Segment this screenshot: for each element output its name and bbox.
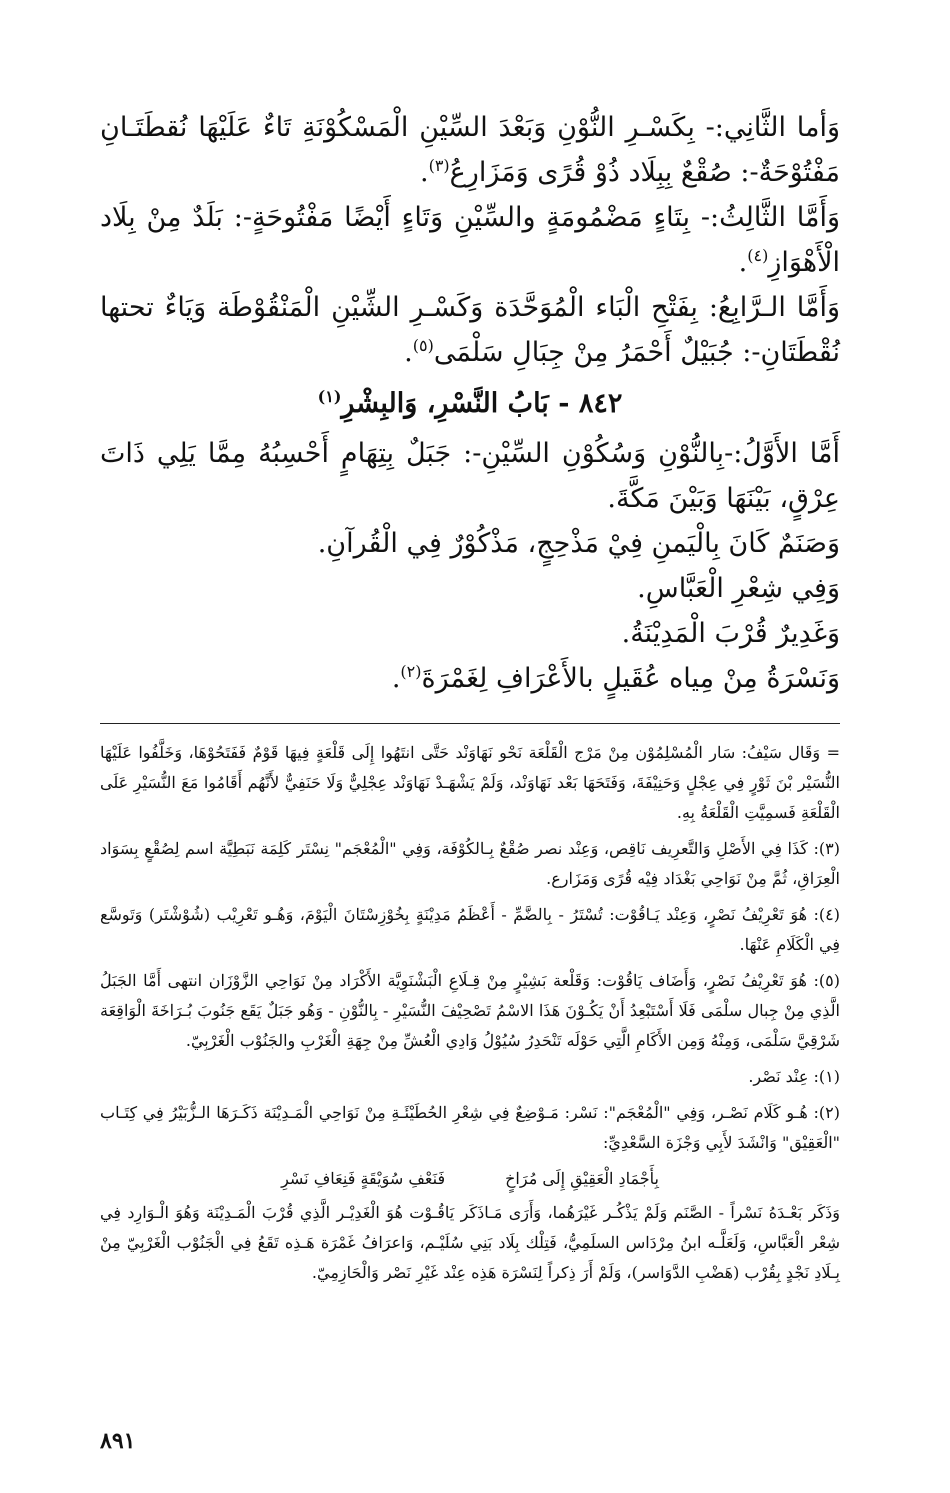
footnote: (٣): كَذَا فِي الأَصْلِ وَالتَّعرِيف نَاقِص، وَعِنْد نصر صُقْعٌ بِـالكُوْفَة، وَفِي "الْمُعْجَم" نِسْتَر كَلِمَة نَبَطِيَّة اسم لِصُقْعٍ بِسَوَاد الْعِرَاقِ، ثُمَّ مِنْ نَوَاحِي بَغْدَاد فِيْه قُرًى وَمَزَارع. — [100, 839, 841, 888]
page-body — [100, 105, 840, 1298]
verse-hemistich-second: فَنَعْفِ سُوَيْقَةٍ فَنِعَافِ نَسْرِ — [281, 1169, 446, 1188]
paragraph: أَمَّا الأَوَّلُ:-بِالنُّوْنِ وَسُكُوْنِ السِّيْنِ-: جَبَلٌ بِتِهَامٍ أَحْسِبُهُ مِمَّا يَلِي ذَاتَ عِرْقٍ، بَيْنَهَا وَبَيْنَ مَكَّةَ. — [100, 438, 840, 514]
paragraph: وَصَنَمٌ كَانَ بِالْيَمنِ فِيْ مَذْحِجٍ، مَذْكُوْرٌ فِي الْقُرآنِ. — [317, 528, 840, 559]
paragraph: وَأما الثَّانِي:- بِكَسْـرِ النُّوْنِ وَبَعْدَ السِّيْنِ الْمَسْكُوْنَةِ تَاءٌ عَلَيْهَا نُقطَتَـانِ مَفْتُوْحَةٌ-: صُقْعٌ بِبِلَاد ذُوْ قُرًى وَمَزَارِعُ$^{(٣)}$. — [100, 112, 840, 188]
footnote: = وَقَال سَيْفُ: سَار الْمُسْلِمُوْن مِنْ مَرْج الْقَلْعَة نَحْو نَهَاوَنْد حَتَّى انتَهُوا إِلَى قَلْعَةٍ فِيهَا قَوْمٌ فَفَتَحُوْهَا، وَخَلَّفُوا عَلَيْهَا النُّسَيْر بْنَ ثَوْرٍ فِي عِجْلٍ وَحَنِيْفَةَ، وَفَتَحَهَا بَعْد نَهَاوَنْد، وَلَمْ يَشْهَـدْ نَهَاوَنْد عِجْلِيٌّ وَلَا حَنَفِيٌّ لأَنَّهُم أَقَامُوا مَعَ النُّسَيْرِ عَلَى الْقَلْعَةِ فَسمِيَّتِ الْقَلْعَةُ بِهِ. — [100, 743, 841, 822]
paragraph: وَأَمَّا الـرَّابِعُ: بِفَتْحِ الْبَاء الْمُوَحَّدَة وَكَسْـرِ الشِّيْنِ الْمَنْقُوْطَة وَيَاءٌ تحتها نُقْطَتَانِ-: جُبَيْلٌ أَحْمَرُ مِنْ جِبَالِ سَلْمَى$^{(٥)}$. — [100, 292, 840, 368]
footnote: (٢): هُـو كَلَام نَصْـر، وَفِي "الْمُعْجَم": نَسْر: مَـوْضِعٌ فِي شِعْرِ الحُطَيْئَـةِ مِنْ نَوَاحِي الْمَـدِيْنَة ذَكَـرَهَا الـزُّبَيْرُ فِي كِتَـاب "الْعَقِيْق" وَانْشَدَ لأَبِي وَجْزَة السَّعْدِيِّ: — [100, 1103, 840, 1152]
footnote-ref: (١) — [317, 387, 342, 406]
footnote-continuation: وَذَكَر بَعْـدَهُ نَسْراً - الصَّنَم وَلَمْ يَذْكُـر غَيْرَهُما، وَأَرَى مَـاذَكَر يَاقُـوْت هُوَ الْغَدِيْـر الَّذِي قُرْبَ الْمَـدِيْنَة وَهُوَ الْـوَارِد فِي شِعْر الْعَبَّاسِ، وَلَعَلَّـه ابنُ مِرْدَاس السلَمِيُّ، فَتِلْك بِلَاد بَنِي سُلَيْـم، وَاعرَافُ غَمْرَة هَـذِه تَقَعُ فِي الْجَنُوْب الْغَرْبِيّ مِنْ بِـلَادِ نَجْدٍ بِقُرْب (هَضْبِ الدَّوَاسر)، وَلَمْ أَرَ ذِكراً لِنَسْرَة هَذِه عِنْد غَيْرِ نَصْر وَالْحَازِمِيّ. — [100, 1203, 840, 1282]
paragraph: وَغَدِيرٌ قُرْبَ الْمَدِيْنَةُ. — [621, 618, 840, 649]
footnote-separator — [100, 723, 840, 724]
poem-verse — [100, 1164, 840, 1194]
verse-hemistich-first: بِأَجْمَادِ الْعَقِيْقِ إِلَى مُرَاخٍ — [505, 1169, 659, 1188]
main-text — [100, 105, 840, 701]
paragraph: وَنَسْرَةُ مِنْ مِياه عُقَيلٍ بالأَعْرَافِ لِغَمْرَةَ$^{(٢)}$. — [391, 662, 840, 694]
footnotes — [100, 738, 840, 1288]
footnote-ref: (٥) — [412, 336, 434, 355]
footnote-ref: (٣) — [428, 156, 450, 175]
paragraph: وَفِي شِعْرِ الْعَبَّاسِ. — [637, 573, 840, 604]
footnote: (٥): هُوَ تَعْرِيْفُ نَصْرٍ، وَأَضَاف يَاقُوْت: وَقَلْعة بَشِيْرٍ مِنْ قِـلَاعِ الْبَشْنَوِيَّة الأَكْرَاد مِنْ نَوَاحِي الزَّوْزَان انتهى أَمَّا الجَبَلُ الَّذِي مِنْ جِبال سلْمَى فَلَا أَسْتَبْعِدُ أَنْ يَكُـوْنَ هَذَا الاسْمُ تَصْحِيْفَ النُّسَيْرِ - بِالنُّوْنِ - وَهُو جَبَلٌ يَقَع جَنُوبَ بُـرَاخَةَ الْوَاقِعَة شَرْقِيَّ سَلْمَى، وَمِنْهُ وَمِن الأَكَامِ الَّتِي حَوْلَه تَنْحَدِرُ سُيُوْلُ وَادِي الْعُشِّ مِنْ جِهَةِ الْغَرْبِ والجَنُوْب الْغَرْبِيّ. — [100, 971, 840, 1050]
footnote-ref: (٢) — [400, 662, 422, 681]
footnote: (٤): هُوَ تَعْرِيْفُ نَصْرٍ، وَعِنْد يَـاقُوْت: تُسْتَرُ - بِالضَّمِّ - أَعْظَمُ مَدِيْنَةٍ بِخُوْزِسْتَانَ الْيَوْمَ، وَهُـو تَعْرِيْب (شُوْشْتَر) وَتَوسَّع فِي الْكَلَامِ عَنْهَا. — [100, 905, 840, 954]
footnote: (١): عِنْد نَصْر. — [748, 1067, 840, 1086]
paragraph: وَأَمَّا الثَّالِثُ:- بِتَاءٍ مَضْمُومَةٍ والسِّيْنِ وَتَاءٍ أَيْضًا مَفْتُوحَةٍ-: بَلَدٌ مِنْ بِلَاد الْأَهْوَازِ$^{(٤)}$. — [100, 202, 840, 278]
page-number: ٨٩١ — [100, 1428, 136, 1454]
section-heading: ٨٤٢ - بَابُ النَّسْرِ، وَالبِشْرِ$^{(١)}$ — [317, 387, 623, 419]
footnote-ref: (٤) — [747, 246, 769, 265]
